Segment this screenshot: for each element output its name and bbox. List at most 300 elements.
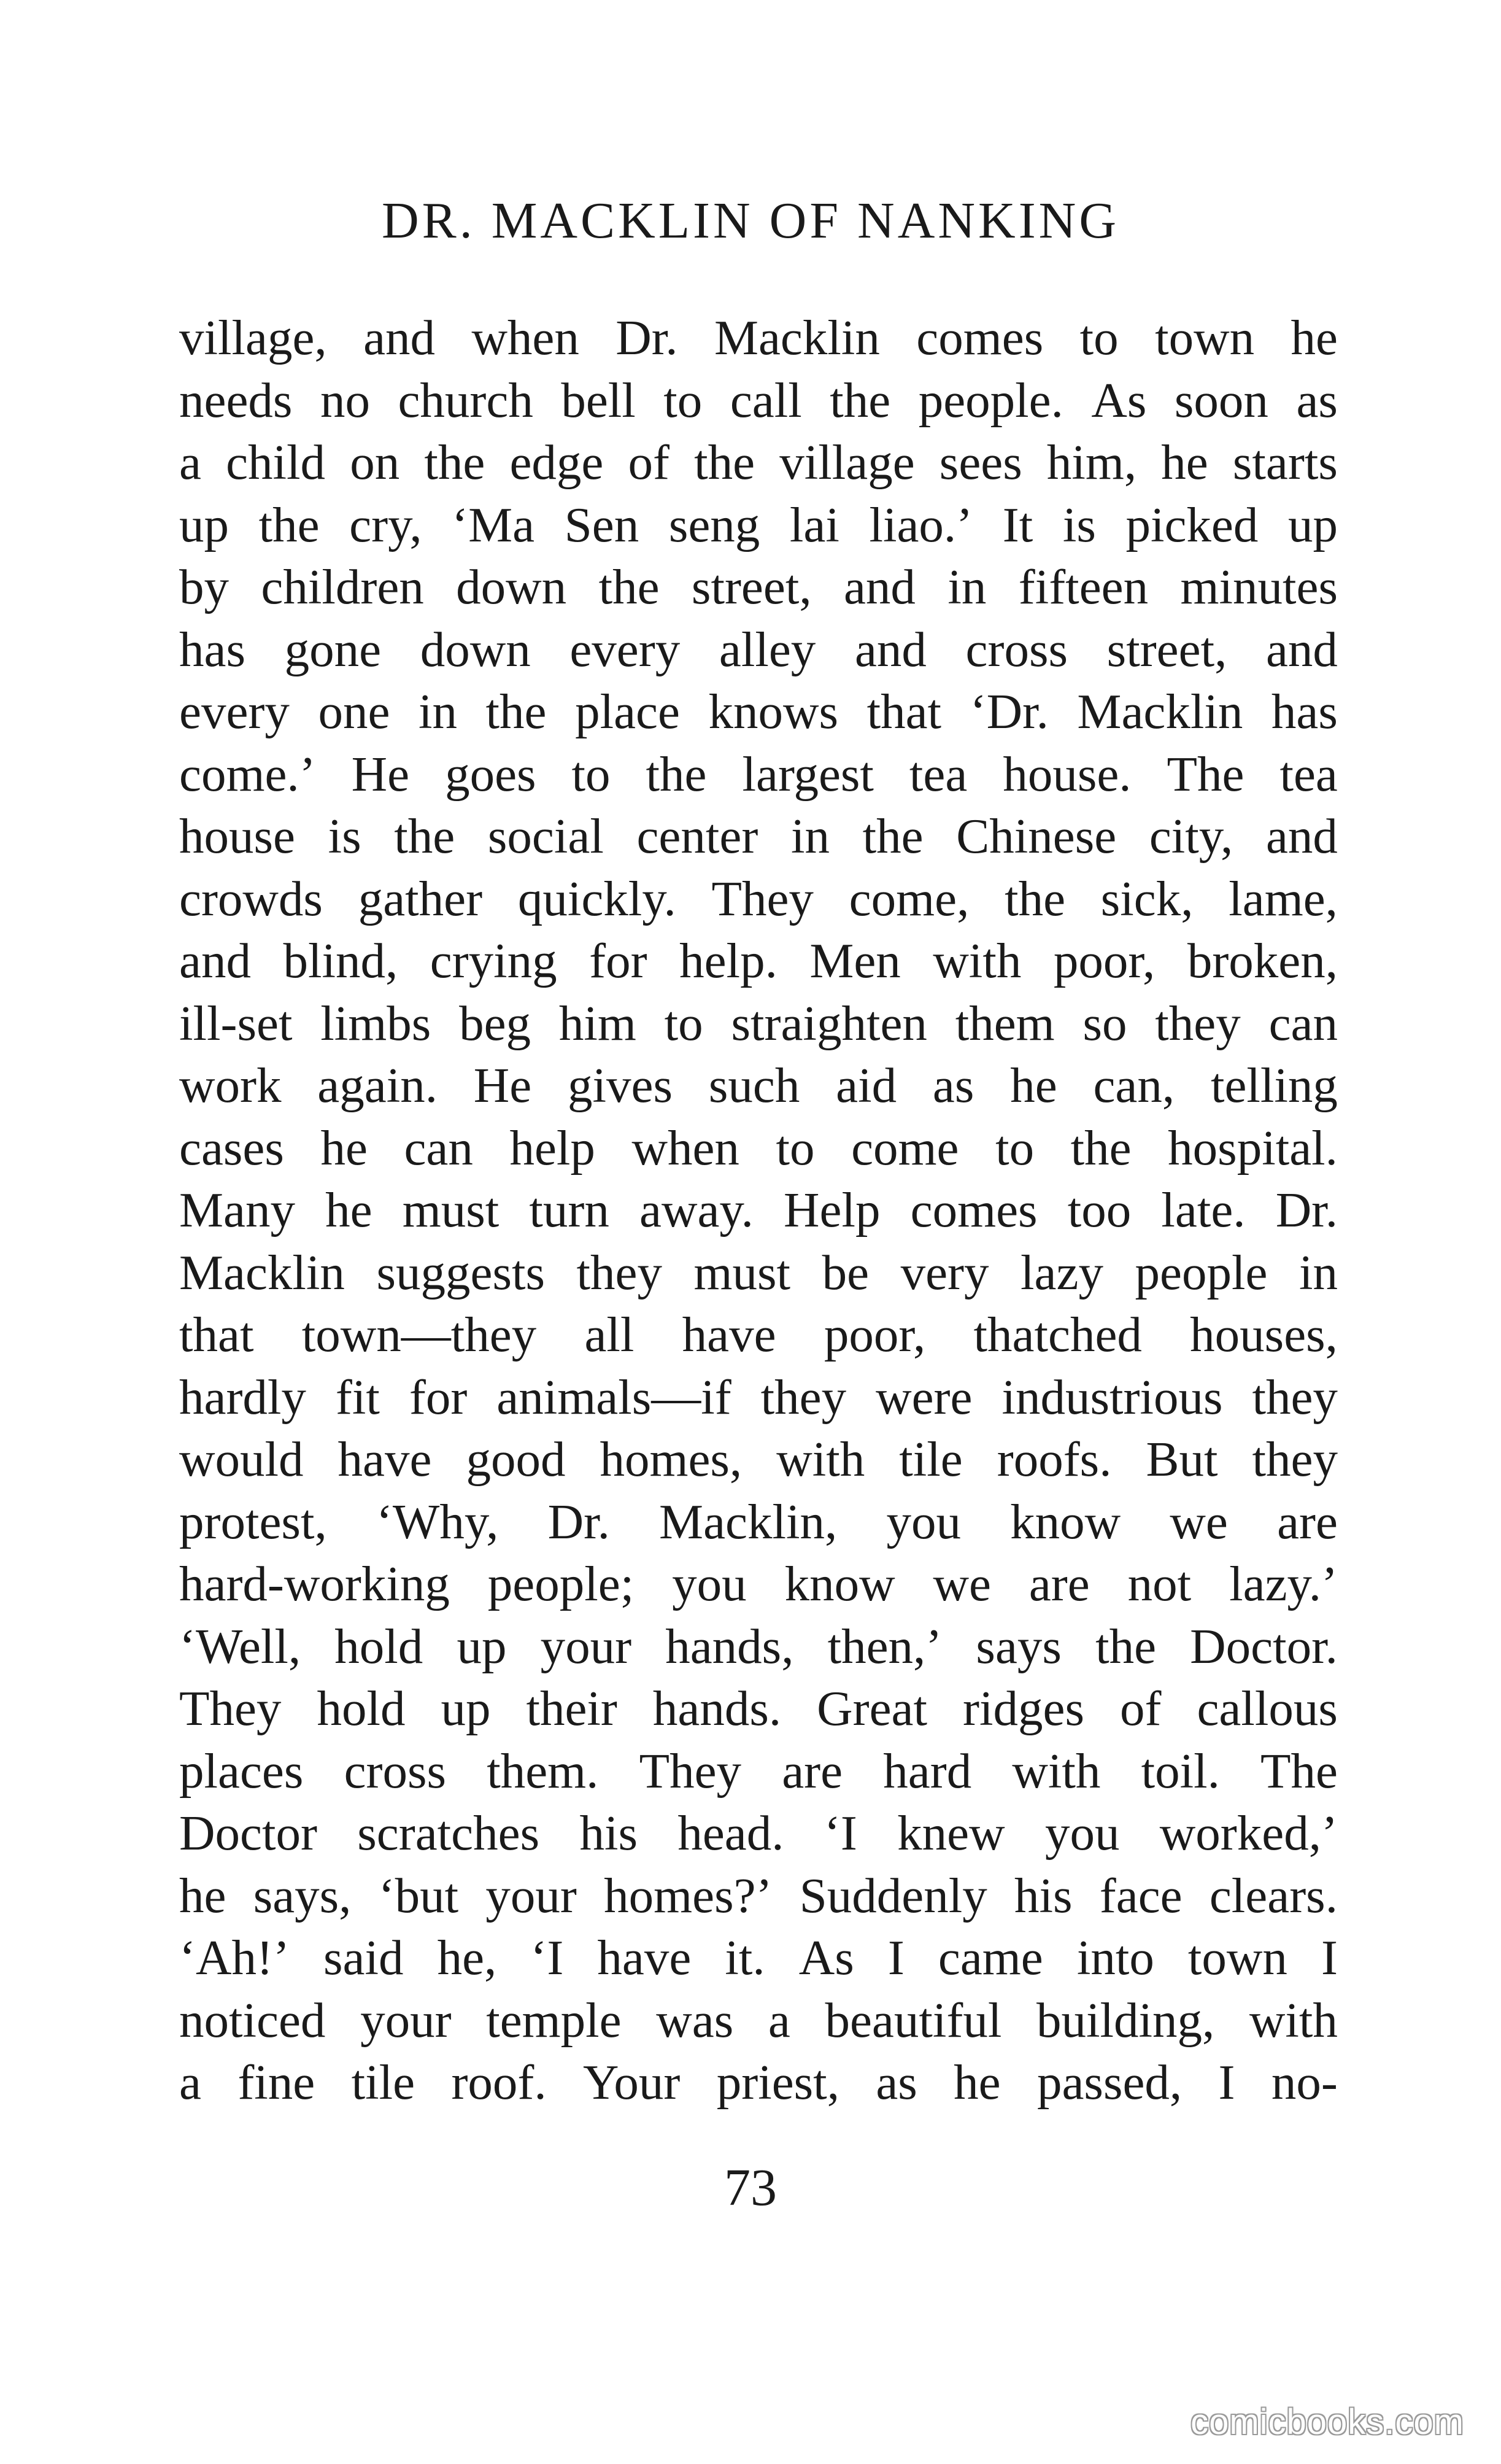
- word: street,: [691, 559, 812, 614]
- word: the: [485, 684, 547, 739]
- word: village,: [179, 310, 327, 365]
- word: tea: [909, 746, 968, 802]
- word: goes: [445, 746, 536, 802]
- word: were: [876, 1369, 973, 1425]
- word: the: [646, 746, 707, 802]
- word: Macklin: [714, 310, 880, 365]
- word: they: [576, 1244, 662, 1300]
- word: cross: [965, 621, 1068, 677]
- word: by: [179, 559, 229, 614]
- word: he,: [437, 1930, 497, 1985]
- word: your: [360, 1992, 452, 2048]
- word: when: [471, 310, 579, 365]
- text-line: [179, 805, 1338, 868]
- word: head.: [677, 1805, 784, 1861]
- word: knew: [897, 1805, 1005, 1861]
- text-line: [179, 993, 1338, 1055]
- word: As: [798, 1930, 854, 1985]
- word: center: [636, 808, 758, 864]
- word: protest,: [179, 1494, 327, 1549]
- word: the: [598, 559, 660, 614]
- word: ill-set: [179, 995, 293, 1051]
- word: suggests: [376, 1244, 545, 1300]
- word: they: [1252, 1432, 1338, 1487]
- word: come.’: [179, 746, 316, 802]
- word: comes: [910, 1182, 1038, 1238]
- text-line: [179, 619, 1338, 681]
- word: As: [1091, 372, 1147, 428]
- word: animals—if: [496, 1369, 731, 1425]
- word: tile: [899, 1432, 963, 1487]
- word: the: [1005, 870, 1066, 926]
- word: town: [1187, 1930, 1287, 1985]
- page-number: 73: [724, 2158, 777, 2217]
- word: cases: [179, 1120, 284, 1176]
- word: to: [776, 1120, 815, 1176]
- word: minutes: [1180, 559, 1338, 614]
- word: sees: [939, 435, 1022, 490]
- word: fine: [237, 2055, 315, 2110]
- word: it.: [725, 1930, 765, 1985]
- word: place: [575, 684, 680, 739]
- word: every: [179, 684, 290, 739]
- word: his: [579, 1805, 638, 1861]
- word: you: [672, 1556, 747, 1611]
- word: thatched: [973, 1307, 1142, 1362]
- text-line: [179, 743, 1338, 806]
- word: hard-working: [179, 1556, 450, 1611]
- word: tile: [351, 2055, 415, 2110]
- word: Dr.: [547, 1494, 610, 1549]
- word: and: [1265, 808, 1338, 864]
- word: they: [760, 1369, 847, 1425]
- word: lame,: [1229, 870, 1338, 926]
- word: He: [473, 1058, 532, 1113]
- word: houses,: [1190, 1307, 1338, 1362]
- word: alley: [719, 621, 816, 677]
- word: the: [1095, 1618, 1157, 1674]
- word: up: [1287, 497, 1338, 552]
- word: beg: [459, 995, 531, 1051]
- word: in: [790, 808, 830, 864]
- word: was: [656, 1992, 734, 2048]
- word: too: [1067, 1182, 1132, 1238]
- word: ‘I: [530, 1930, 564, 1985]
- word: comes: [916, 310, 1044, 365]
- text-line: [179, 432, 1338, 494]
- word: says: [976, 1618, 1062, 1674]
- word: Macklin: [1077, 684, 1243, 739]
- text-line: [179, 307, 1338, 370]
- word: They: [639, 1743, 742, 1799]
- word: hold: [334, 1618, 423, 1674]
- word: have: [597, 1930, 692, 1985]
- text-line: [179, 1117, 1338, 1180]
- word: town—they: [301, 1307, 537, 1362]
- word: lazy.’: [1229, 1556, 1338, 1611]
- word: down: [420, 621, 531, 677]
- word: But: [1146, 1432, 1218, 1487]
- word: starts: [1232, 435, 1338, 490]
- word: The: [1167, 746, 1244, 802]
- word: straighten: [731, 995, 927, 1051]
- word: call: [730, 372, 802, 428]
- word: gather: [358, 870, 483, 926]
- word: no: [320, 372, 370, 428]
- word: poor,: [824, 1307, 926, 1362]
- word: picked: [1125, 497, 1259, 552]
- word: The: [1260, 1743, 1338, 1799]
- word: the: [694, 435, 755, 490]
- word: and: [854, 621, 927, 677]
- word: roofs.: [997, 1432, 1112, 1487]
- word: would: [179, 1432, 304, 1487]
- word: house.: [1003, 746, 1132, 802]
- word: the: [862, 808, 924, 864]
- word: building,: [1036, 1992, 1215, 2048]
- word: is: [328, 808, 361, 864]
- word: quickly.: [517, 870, 676, 926]
- word: beautiful: [825, 1992, 1002, 2048]
- word: ‘Ma: [452, 497, 535, 552]
- word: Help: [784, 1182, 881, 1238]
- word: child: [226, 435, 326, 490]
- word: roof.: [451, 2055, 547, 2110]
- word: your: [540, 1618, 632, 1674]
- word: liao.’: [869, 497, 973, 552]
- text-line: [179, 1802, 1338, 1865]
- word: when: [631, 1120, 739, 1176]
- text-line: [179, 1553, 1338, 1616]
- body-text: [179, 307, 1338, 2114]
- word: he: [1161, 435, 1208, 490]
- word: fit: [335, 1369, 380, 1425]
- text-line: [179, 370, 1338, 432]
- word: as: [932, 1058, 974, 1113]
- word: one: [318, 684, 390, 739]
- word: aid: [836, 1058, 897, 1113]
- word: he: [179, 1867, 226, 1923]
- word: hardly: [179, 1369, 306, 1425]
- word: sick,: [1100, 870, 1194, 926]
- word: He: [351, 746, 410, 802]
- word: They: [711, 870, 814, 926]
- word: cross: [344, 1743, 447, 1799]
- word: Sen: [564, 497, 639, 552]
- word: hospital.: [1168, 1120, 1338, 1176]
- word: Dr.: [615, 310, 678, 365]
- word: church: [398, 372, 533, 428]
- word: all: [584, 1307, 635, 1362]
- word: ‘but: [378, 1867, 459, 1923]
- word: the: [424, 435, 485, 490]
- word: a: [179, 435, 201, 490]
- word: to: [995, 1120, 1035, 1176]
- text-line: [179, 681, 1338, 743]
- word: down: [456, 559, 567, 614]
- text-line: [179, 2051, 1338, 2114]
- word: hands,: [665, 1618, 794, 1674]
- word: came: [938, 1930, 1043, 1985]
- word: bell: [561, 372, 636, 428]
- text-line: [179, 1865, 1338, 1927]
- word: I: [1321, 1930, 1338, 1985]
- word: you: [1044, 1805, 1120, 1861]
- word: him: [558, 995, 636, 1051]
- word: temple: [486, 1992, 622, 2048]
- word: help.: [679, 933, 778, 988]
- word: of: [1119, 1681, 1162, 1736]
- word: poor,: [1053, 933, 1156, 988]
- word: face: [1099, 1867, 1183, 1923]
- word: children: [261, 559, 424, 614]
- word: up: [441, 1681, 491, 1736]
- word: scratches: [357, 1805, 540, 1861]
- word: turn: [529, 1182, 609, 1238]
- word: ‘Why,: [376, 1494, 499, 1549]
- word: work: [179, 1058, 282, 1113]
- word: Your: [583, 2055, 681, 2110]
- word: homes,: [600, 1432, 743, 1487]
- word: knows: [708, 684, 839, 739]
- word: in: [418, 684, 457, 739]
- word: a: [768, 1992, 790, 2048]
- word: people.: [918, 372, 1063, 428]
- word: your: [485, 1867, 577, 1923]
- word: the: [394, 808, 455, 864]
- word: then,’: [827, 1618, 943, 1674]
- word: industrious: [1001, 1369, 1223, 1425]
- word: city,: [1149, 808, 1233, 864]
- word: them: [955, 995, 1055, 1051]
- word: not: [1127, 1556, 1192, 1611]
- word: have: [682, 1307, 776, 1362]
- text-line: [179, 1989, 1338, 2052]
- word: needs: [179, 372, 293, 428]
- word: telling: [1210, 1058, 1338, 1113]
- word: they: [1155, 995, 1241, 1051]
- text-line: [179, 930, 1338, 993]
- word: as: [1296, 372, 1338, 428]
- word: priest,: [716, 2055, 839, 2110]
- word: broken,: [1187, 933, 1338, 988]
- word: come: [851, 1120, 959, 1176]
- word: noticed: [179, 1992, 326, 2048]
- word: be: [822, 1244, 870, 1300]
- word: places: [179, 1743, 304, 1799]
- word: Many: [179, 1182, 295, 1238]
- word: says,: [253, 1867, 352, 1923]
- text-line: [179, 1616, 1338, 1678]
- word: and: [179, 933, 251, 988]
- word: hands.: [652, 1681, 782, 1736]
- word: and: [843, 559, 916, 614]
- word: largest: [742, 746, 874, 802]
- word: for: [409, 1369, 468, 1425]
- word: him,: [1046, 435, 1137, 490]
- text-line: [179, 556, 1338, 619]
- word: with: [933, 933, 1022, 988]
- word: to: [663, 372, 703, 428]
- word: he: [320, 1120, 368, 1176]
- word: with: [776, 1432, 865, 1487]
- word: It: [1002, 497, 1033, 552]
- word: Men: [809, 933, 901, 988]
- word: town: [1155, 310, 1255, 365]
- word: has: [179, 621, 245, 677]
- word: house: [179, 808, 295, 864]
- word: with: [1249, 1992, 1338, 2048]
- word: very: [900, 1244, 989, 1300]
- word: street,: [1106, 621, 1227, 677]
- word: fifteen: [1018, 559, 1149, 614]
- word: that: [179, 1307, 254, 1362]
- word: edge: [509, 435, 604, 490]
- word: blind,: [283, 933, 398, 988]
- word: crowds: [179, 870, 323, 926]
- text-line: [179, 1491, 1338, 1554]
- word: to: [1079, 310, 1119, 365]
- word: people;: [487, 1556, 635, 1611]
- word: I: [1218, 2055, 1235, 2110]
- word: you: [886, 1494, 961, 1549]
- word: no-: [1271, 2055, 1338, 2110]
- word: people: [1135, 1244, 1268, 1300]
- word: can: [404, 1120, 473, 1176]
- word: we: [933, 1556, 991, 1611]
- word: up: [179, 497, 229, 552]
- word: are: [1277, 1494, 1338, 1549]
- word: that: [866, 684, 942, 739]
- text-line: [179, 1366, 1338, 1429]
- word: ‘Dr.: [970, 684, 1049, 739]
- word: are: [1028, 1556, 1090, 1611]
- text-line: [179, 494, 1338, 557]
- word: seng: [668, 497, 760, 552]
- word: and: [363, 310, 436, 365]
- word: Suddenly: [799, 1867, 987, 1923]
- word: the: [258, 497, 320, 552]
- word: have: [338, 1432, 432, 1487]
- word: social: [487, 808, 604, 864]
- text-line: [179, 1304, 1338, 1366]
- word: for: [589, 933, 647, 988]
- word: must: [693, 1244, 791, 1300]
- word: away.: [639, 1182, 754, 1238]
- word: cry,: [349, 497, 422, 552]
- word: Great: [817, 1681, 928, 1736]
- word: is: [1062, 497, 1096, 552]
- word: he: [325, 1182, 372, 1238]
- word: his: [1014, 1867, 1073, 1923]
- word: Chinese: [956, 808, 1117, 864]
- word: Doctor: [179, 1805, 317, 1861]
- word: again.: [317, 1058, 438, 1113]
- word: crying: [430, 933, 557, 988]
- word: of: [628, 435, 669, 490]
- word: with: [1012, 1743, 1101, 1799]
- word: Doctor.: [1190, 1618, 1338, 1674]
- word: callous: [1197, 1681, 1338, 1736]
- word: can,: [1093, 1058, 1175, 1113]
- word: he: [954, 2055, 1001, 2110]
- word: must: [402, 1182, 500, 1238]
- word: ‘Ah!’: [179, 1930, 290, 1985]
- text-line: [179, 1678, 1338, 1740]
- word: late.: [1161, 1182, 1246, 1238]
- word: clears.: [1209, 1867, 1338, 1923]
- word: Macklin,: [659, 1494, 838, 1549]
- word: to: [664, 995, 703, 1051]
- word: good: [466, 1432, 566, 1487]
- word: toil.: [1141, 1743, 1220, 1799]
- word: soon: [1174, 372, 1268, 428]
- word: passed,: [1036, 2055, 1183, 2110]
- word: ridges: [963, 1681, 1084, 1736]
- word: such: [708, 1058, 800, 1113]
- text-line: [179, 1428, 1338, 1491]
- word: has: [1271, 684, 1338, 739]
- word: are: [782, 1743, 843, 1799]
- word: lazy: [1021, 1244, 1103, 1300]
- word: every: [569, 621, 681, 677]
- word: said: [323, 1930, 404, 1985]
- word: he: [1291, 310, 1338, 365]
- word: help: [509, 1120, 595, 1176]
- word: to: [571, 746, 611, 802]
- word: gives: [568, 1058, 673, 1113]
- word: he: [1010, 1058, 1057, 1113]
- word: in: [947, 559, 987, 614]
- word: Dr.: [1275, 1182, 1338, 1238]
- word: tea: [1279, 746, 1338, 802]
- word: homes?’: [604, 1867, 773, 1923]
- word: worked,’: [1159, 1805, 1338, 1861]
- word: so: [1082, 995, 1127, 1051]
- word: up: [457, 1618, 507, 1674]
- word: They: [179, 1681, 282, 1736]
- text-line: [179, 868, 1338, 931]
- word: hard: [883, 1743, 972, 1799]
- word: ‘Well,: [179, 1618, 301, 1674]
- word: on: [350, 435, 400, 490]
- word: come,: [849, 870, 970, 926]
- text-line: [179, 1927, 1338, 1989]
- word: as: [876, 2055, 917, 2110]
- text-line: [179, 1179, 1338, 1242]
- word: hold: [317, 1681, 406, 1736]
- word: ‘I: [824, 1805, 857, 1861]
- word: limbs: [320, 995, 431, 1051]
- word: they: [1252, 1369, 1338, 1425]
- word: into: [1076, 1930, 1154, 1985]
- word: lai: [789, 497, 839, 552]
- watermark: comicbooks.com: [1190, 2402, 1464, 2442]
- word: a: [179, 2055, 201, 2110]
- word: know: [784, 1556, 895, 1611]
- word: Macklin: [179, 1244, 345, 1300]
- word: their: [526, 1681, 617, 1736]
- text-line: [179, 1055, 1338, 1117]
- word: them.: [487, 1743, 599, 1799]
- word: and: [1265, 621, 1338, 677]
- word: gone: [284, 621, 382, 677]
- word: can: [1268, 995, 1338, 1051]
- running-head: DR. MACKLIN OF NANKING: [382, 192, 1119, 249]
- word: the: [830, 372, 891, 428]
- word: know: [1010, 1494, 1121, 1549]
- text-line: [179, 1242, 1338, 1304]
